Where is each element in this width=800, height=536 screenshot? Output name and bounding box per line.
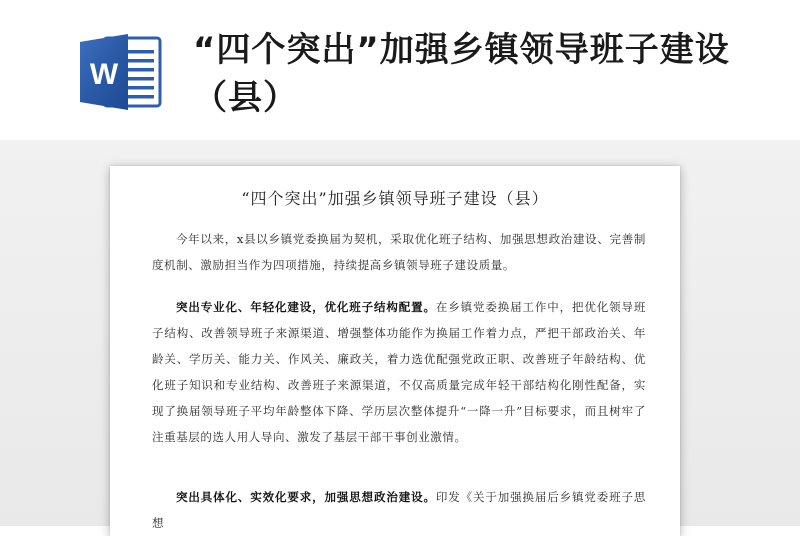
document-title: “四个突出”加强乡镇领导班子建设（县） — [241, 189, 549, 208]
paragraph-1-text: 今年以来，x县以乡镇党委换届为契机，采取优化班子结构、加强思想政治建设、完善制度机制、激励担当作为四项措施，持续提高乡镇领导班子建设质量。 — [152, 232, 646, 272]
page-title: “四个突出”加强乡镇领导班子建设（县） — [193, 30, 730, 118]
paragraph-2-lead: 突出专业化、年轻化建设，优化班子结构配置。 — [176, 300, 436, 314]
paragraph-2 — [152, 294, 646, 450]
word-icon — [76, 32, 166, 112]
document-page — [110, 166, 680, 536]
paragraph-1 — [152, 226, 646, 278]
word-icon-letter: W — [89, 58, 119, 91]
header-banner — [0, 0, 800, 140]
paragraph-3-lead: 突出具体化、实效化要求，加强思想政治建设。 — [176, 490, 436, 504]
paragraph-3-text: 印发《关于加强换届后乡镇党委班子思想 — [152, 490, 646, 530]
paragraph-2-text: 在乡镇党委换届工作中，把优化领导班子结构、改善领导班子来源渠道、增强整体功能作为换届工作着力点，严把干部政治关、年龄关、学历关、能力关、作风关、廉政关，着力选优配强党政正职、改善班子年龄结构、优化班子知识和专业结构、改善班子来源渠道，不仅高质量完成年轻干部结构化刚性配备，实现了换届领导班子平均年龄整体下降、学历层次整体提升“一降一升”目标要求，而且树牢了注重基层的选人用人导向、激发了基层干部干事创业激情。 — [152, 300, 646, 444]
paragraph-3 — [152, 484, 646, 536]
